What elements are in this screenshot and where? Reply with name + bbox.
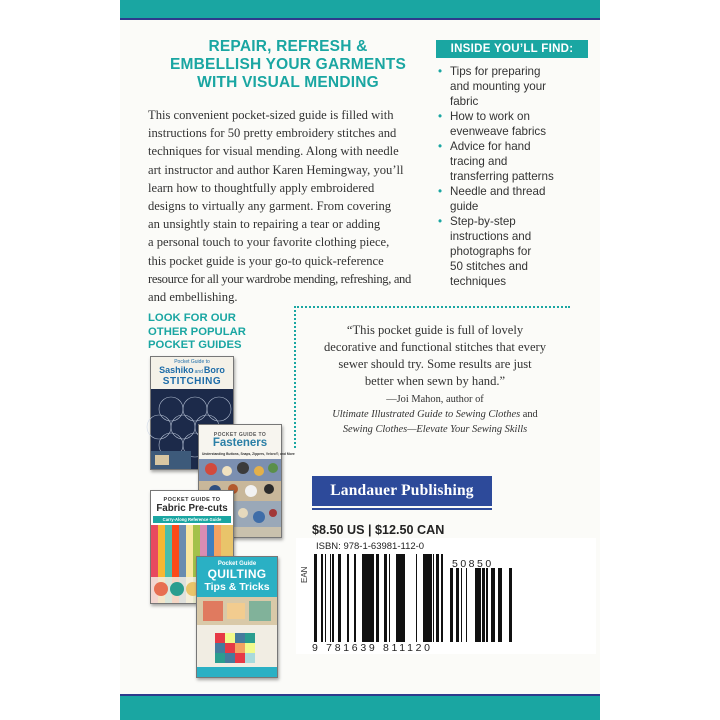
headline-line: WITH VISUAL MENDING (197, 74, 379, 91)
barcode-bar (466, 568, 467, 642)
inside-title: INSIDE YOU’LL FIND: (436, 40, 588, 58)
barcode-bar (362, 554, 363, 642)
barcode-bar (402, 554, 403, 642)
barcode-bar (461, 568, 462, 642)
barcode-bar (475, 568, 478, 642)
book-title: QUILTING (207, 567, 267, 581)
book-subtitle: Carry-Along Reference Guide (153, 516, 231, 523)
barcode-bar (398, 554, 400, 642)
book-title: STITCHING (162, 376, 222, 387)
barcode-bar (378, 554, 379, 642)
quote-line: “This pocket guide is full of lovely (346, 323, 524, 337)
look-title-line: OTHER POPULAR (148, 325, 246, 338)
barcode-bar (456, 568, 459, 642)
headline-line: REPAIR, REFRESH & (208, 38, 368, 55)
barcode-bar (480, 568, 481, 642)
barcode-bar (400, 554, 401, 642)
barcode-bar (441, 554, 443, 642)
publisher-rule (312, 508, 492, 510)
inside-item-line: and mounting your (450, 80, 547, 93)
barcode-bar (403, 554, 405, 642)
inside-item-line: photographs for (450, 245, 532, 258)
description-line: designs to virtually any garment. From covering (148, 199, 392, 214)
description-line: this pocket guide is your go-to quick-reference (148, 253, 384, 268)
barcode-bar (493, 568, 495, 642)
book-kicker: Pocket Guide (217, 561, 257, 567)
book-subtitle: Understanding Buttons, Snaps, Zippers, Velcro®, and More (202, 452, 295, 456)
attribution-author: —Joi Mahon, author of (386, 394, 484, 405)
barcode-bar (332, 554, 333, 642)
inside-item-line: • Tips for preparing (450, 65, 541, 78)
isbn-barcode (314, 554, 444, 644)
book-kicker: Pocket Guide to (174, 359, 210, 365)
barcode-area (296, 538, 596, 654)
barcode-bar (509, 568, 512, 642)
book-kicker: POCKET GUIDE TO (213, 432, 267, 438)
back-cover (120, 0, 600, 720)
barcode-bar (338, 554, 341, 642)
barcode-bar (369, 554, 372, 642)
description-paragraph (148, 106, 433, 306)
barcode-bar (325, 554, 326, 642)
look-title-line: LOOK FOR OUR (148, 312, 236, 324)
barcode-bar (492, 568, 493, 642)
description-line: an unsightly stain to repairing a tear or adding (148, 217, 381, 232)
inside-item-line: • Step-by-step (450, 215, 516, 228)
barcode-bar (401, 554, 402, 642)
description-line: learn how to thoughtfully apply embroidered (148, 180, 375, 195)
barcode-bar (363, 554, 366, 642)
book-title (151, 365, 233, 375)
book-kicker: POCKET GUIDE TO (163, 497, 221, 503)
description-line: instructions for 50 pretty embroidery stitches and (148, 126, 397, 141)
ean-label: EAN (300, 566, 309, 583)
headline-line: EMBELLISH YOUR GARMENTS (170, 56, 406, 73)
book-title: Fabric Pre-cuts (156, 503, 228, 514)
barcode-bar (389, 554, 390, 642)
barcode-bar (376, 554, 378, 642)
barcode-bar (491, 568, 492, 642)
testimonial-quote (300, 322, 570, 390)
barcode-bar (354, 554, 356, 642)
barcode-bar (478, 568, 480, 642)
inside-item-line: 50 stitches and (450, 260, 528, 273)
barcode-bar (436, 554, 439, 642)
barcode-bar (333, 554, 334, 642)
barcode-bar (372, 554, 374, 642)
inside-list (436, 64, 596, 289)
inside-list-item (436, 184, 596, 214)
barcode-bar (450, 568, 453, 642)
barcode-bar (429, 554, 432, 642)
barcode-bar (396, 554, 398, 642)
book-title-part: Boro (203, 365, 225, 375)
inside-item-line: guide (450, 200, 479, 213)
barcode-bar (486, 568, 488, 642)
description-line: a personal touch to your favorite clothing piece, (148, 235, 390, 250)
bottom-teal-band (120, 696, 600, 720)
inside-item-line: instructions and (450, 230, 532, 243)
barcode-bar (482, 568, 485, 642)
inside-item-line: • Advice for hand (450, 140, 531, 153)
price-label: $8.50 US | $12.50 CAN (312, 523, 445, 537)
barcode-bar (314, 554, 317, 642)
top-teal-band (120, 0, 600, 18)
book-title: Tips & Tricks (204, 581, 270, 593)
inside-item-line: • How to work on (450, 110, 530, 123)
barcode-bar (321, 554, 323, 642)
book-title-part: Sashiko (159, 365, 194, 375)
description-line: techniques for visual mending. Along with needle (148, 144, 399, 159)
quote-line: better when sewn by hand.” (364, 374, 506, 388)
price-code-digits: 50850 (452, 558, 494, 570)
barcode-digits: 9 781639 811120 (312, 642, 433, 654)
book-title-part: and (194, 369, 203, 375)
barcode-bar (423, 554, 426, 642)
attribution-connector: and (522, 409, 538, 420)
publisher-logo: Landauer Publishing (312, 476, 492, 506)
attribution-book-title: Sewing Clothes—Elevate Your Sewing Skills (342, 424, 528, 435)
quote-line: decorative and functional stitches that every (323, 340, 547, 354)
look-for-guides-title (148, 312, 268, 353)
cover-headline (148, 38, 428, 92)
attribution-books (300, 407, 570, 422)
barcode-bar (416, 554, 417, 642)
inside-item-line: tracing and (450, 155, 508, 168)
inside-item-line: fabric (450, 95, 479, 108)
inside-list-item (436, 64, 596, 109)
price-barcode (450, 568, 512, 644)
barcode-bar (433, 554, 434, 642)
inside-item-line: • Needle and thread (450, 185, 546, 198)
inside-list-item (436, 109, 596, 139)
inside-list-item (436, 214, 596, 289)
description-line: resource for all your wardrobe mending, refreshing, and (148, 271, 411, 286)
barcode-bar (384, 554, 385, 642)
barcode-bar (330, 554, 331, 642)
attribution-book-title: Ultimate Illustrated Guide to Sewing Clothes (332, 409, 521, 420)
look-title-line: POCKET GUIDES (148, 339, 242, 351)
quilting-tools-image (197, 597, 277, 677)
inside-item-line: evenweave fabrics (450, 125, 547, 138)
inside-item-line: transferring patterns (450, 170, 554, 183)
barcode-bar (428, 554, 429, 642)
quote-line: sewer should try. Some results are just (338, 357, 532, 371)
quote-attribution (300, 392, 570, 437)
barcode-bar (366, 554, 369, 642)
isbn-text: ISBN: 978-1-63981-112-0 (316, 541, 425, 552)
top-navy-rule (120, 18, 600, 20)
book-cover-quilting (196, 556, 278, 678)
barcode-bar (498, 568, 500, 642)
barcode-bar (426, 554, 428, 642)
description-line: This convenient pocket-sized guide is filled with (148, 108, 394, 122)
inside-item-line: techniques (450, 275, 507, 288)
barcode-bar (500, 568, 502, 642)
barcode-bar (347, 554, 349, 642)
inside-list-item (436, 139, 596, 184)
barcode-bar (385, 554, 387, 642)
description-line: and embellishing. (148, 290, 238, 305)
book-title: Fasteners (212, 437, 268, 449)
description-line: art instructor and author Karen Hemingway, you’ll (148, 162, 404, 177)
